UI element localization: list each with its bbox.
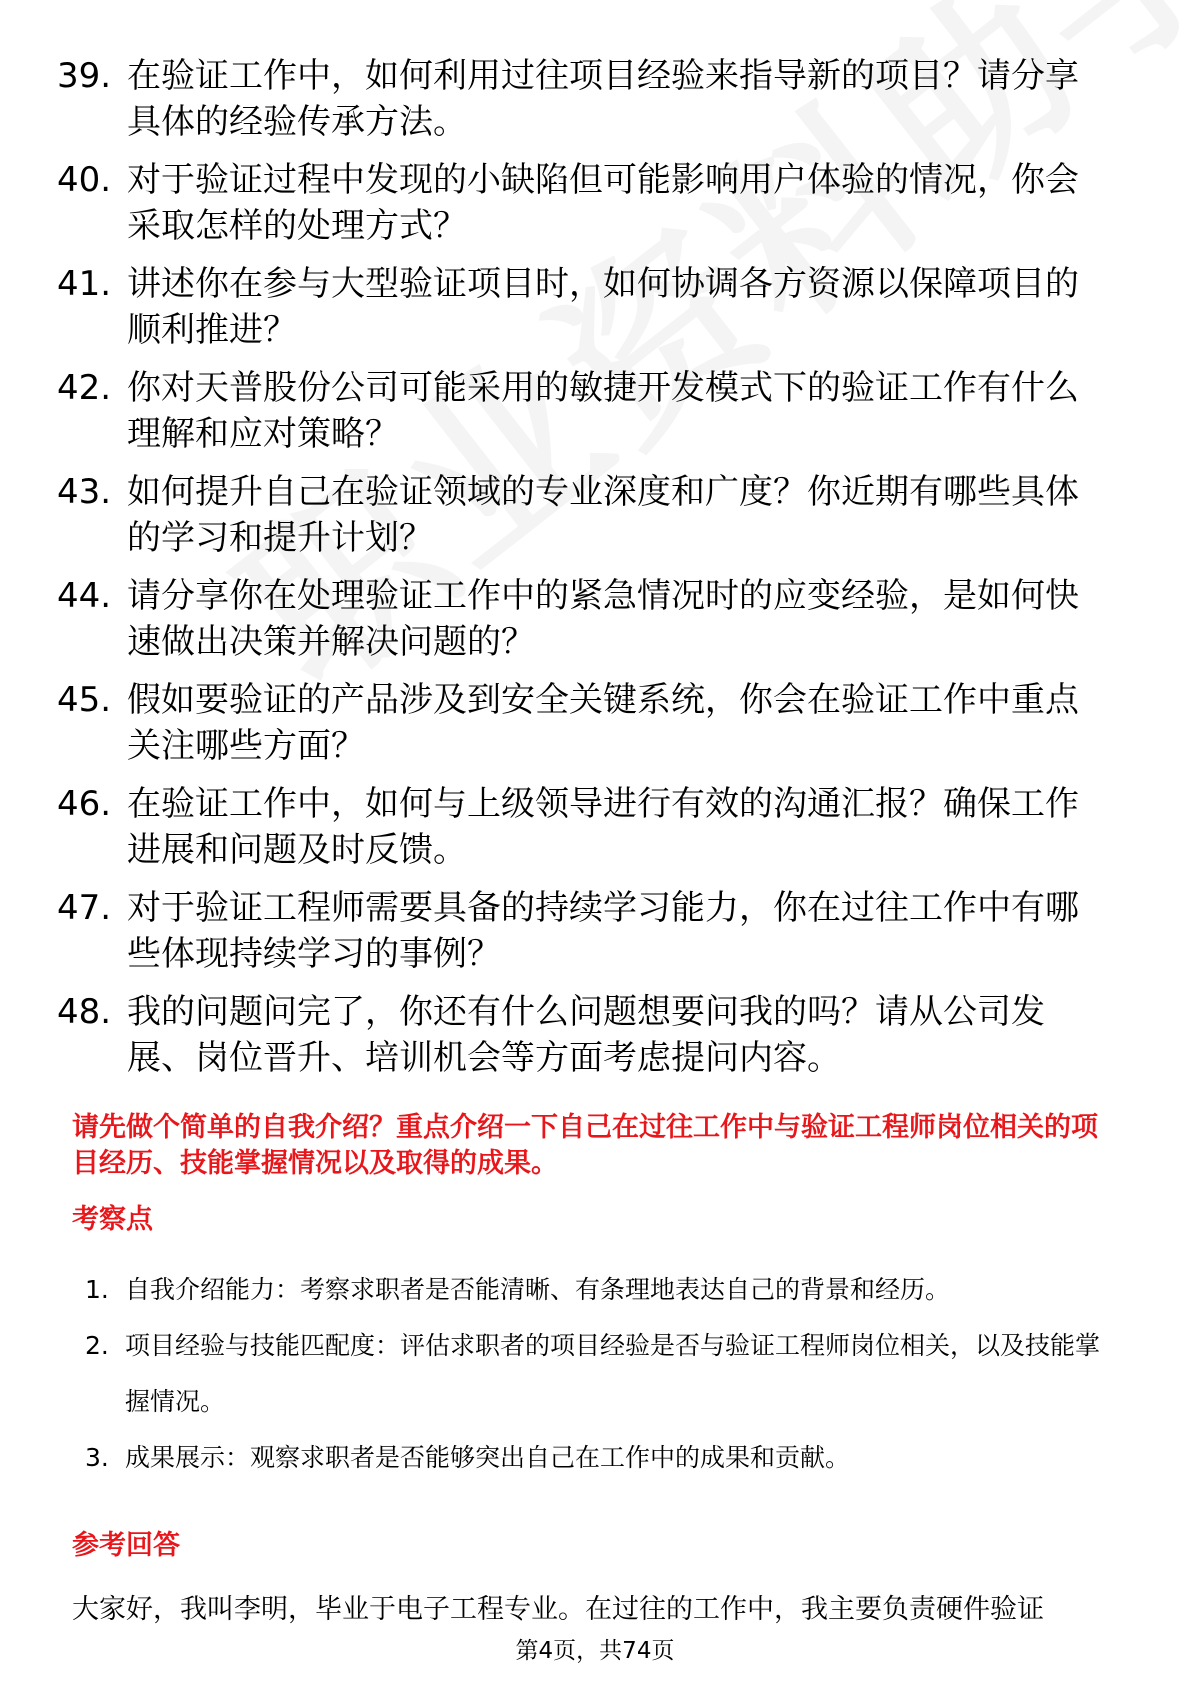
question-text: 假如要验证的产品涉及到安全关键系统，你会在验证工作中重点关注哪些方面？ — [127, 680, 1079, 766]
question-text: 在验证工作中，如何利用过往项目经验来指导新的项目？请分享具体的经验传承方法。 — [127, 56, 1079, 142]
page-footer: 第4页，共74页 — [515, 1638, 675, 1664]
question-text: 对于验证过程中发现的小缺陷但可能影响用户体验的情况，你会采取怎样的处理方式？ — [127, 160, 1079, 246]
question-item — [57, 469, 1107, 561]
question-text: 我的问题问完了，你还有什么问题想要问我的吗？请从公司发展、岗位晋升、培训机会等方面考虑提问内容。 — [127, 992, 1045, 1078]
point-text: 成果展示：观察求职者是否能够突出自己在工作中的成果和贡献。 — [125, 1443, 851, 1472]
question-number: 44. — [57, 576, 112, 616]
kaocha-point — [85, 1430, 1115, 1486]
question-text: 在验证工作中，如何与上级领导进行有效的沟通汇报？确保工作进展和问题及时反馈。 — [127, 784, 1079, 870]
question-number: 47. — [57, 888, 112, 928]
question-item — [57, 677, 1107, 769]
question-number: 40. — [57, 160, 112, 200]
question-text: 如何提升自己在验证领域的专业深度和广度？你近期有哪些具体的学习和提升计划？ — [127, 472, 1079, 558]
question-item — [57, 53, 1107, 145]
question-number: 45. — [57, 680, 112, 720]
question-text: 你对天普股份公司可能采用的敏捷开发模式下的验证工作有什么理解和应对策略？ — [127, 368, 1079, 454]
question-item — [57, 365, 1107, 457]
kaocha-point — [85, 1262, 1115, 1318]
question-number: 41. — [57, 264, 112, 304]
reference-answer-text: 大家好，我叫李明，毕业于电子工程专业。在过往的工作中，我主要负责硬件验证 — [72, 1594, 1044, 1625]
question-number: 46. — [57, 784, 112, 824]
question-number: 39. — [57, 56, 112, 96]
question-item — [57, 157, 1107, 249]
question-text: 讲述你在参与大型验证项目时，如何协调各方资源以保障项目的顺利推进？ — [127, 264, 1079, 350]
question-list — [57, 53, 1107, 1093]
question-item — [57, 885, 1107, 977]
point-number: 1. — [85, 1275, 109, 1304]
point-text: 项目经验与技能匹配度：评估求职者的项目经验是否与验证工程师岗位相关，以及技能掌握情况。 — [125, 1331, 1101, 1416]
question-item — [57, 781, 1107, 873]
kaocha-point-list — [85, 1262, 1115, 1486]
section-heading-cankao: 参考回答 — [72, 1530, 180, 1561]
question-text: 对于验证工程师需要具备的持续学习能力，你在过往工作中有哪些体现持续学习的事例？ — [127, 888, 1079, 974]
point-text: 自我介绍能力：考察求职者是否能清晰、有条理地表达自己的背景和经历。 — [125, 1275, 951, 1304]
question-text: 请分享你在处理验证工作中的紧急情况时的应变经验，是如何快速做出决策并解决问题的？ — [127, 576, 1079, 662]
highlight-question: 请先做个简单的自我介绍？重点介绍一下自己在过往工作中与验证工程师岗位相关的项目经历、技能掌握情况以及取得的成果。 — [72, 1112, 1098, 1179]
question-number: 43. — [57, 472, 112, 512]
question-item — [57, 573, 1107, 665]
question-item — [57, 989, 1107, 1081]
question-item — [57, 261, 1107, 353]
section-heading-kaocha: 考察点 — [72, 1204, 153, 1235]
question-number: 48. — [57, 992, 112, 1032]
kaocha-point — [85, 1318, 1115, 1430]
point-number: 2. — [85, 1331, 109, 1360]
point-number: 3. — [85, 1443, 109, 1472]
question-number: 42. — [57, 368, 112, 408]
